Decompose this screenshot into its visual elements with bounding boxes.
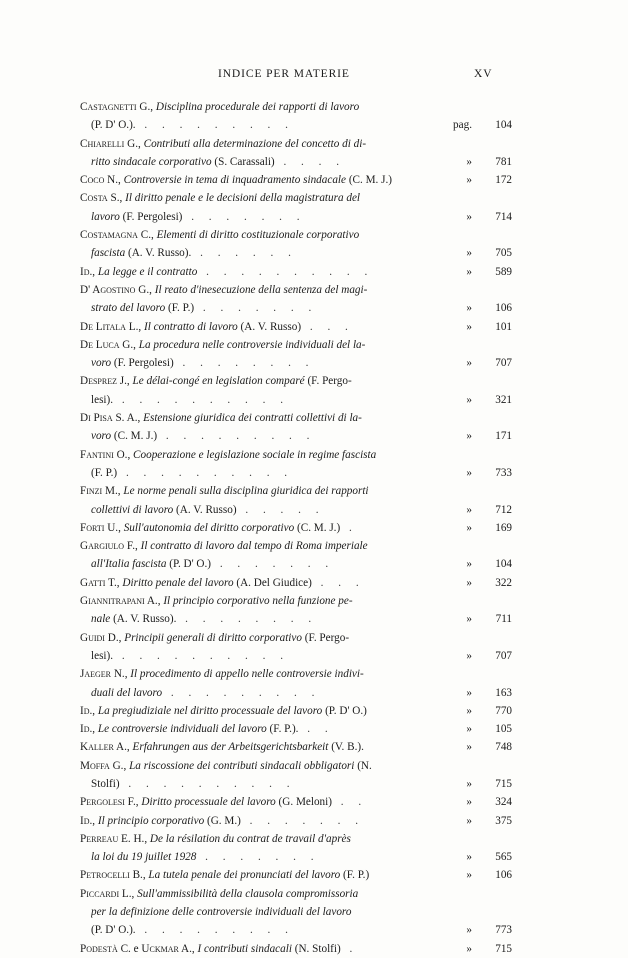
index-entry-line <box>0 665 628 683</box>
dot-leader: . . . . . . . . . . <box>197 265 374 278</box>
page-marker: » <box>466 265 472 278</box>
index-entry-line <box>0 702 628 720</box>
entry-author: Pergolesi F., <box>80 796 139 809</box>
index-entry-line <box>0 208 628 226</box>
entry-title: Sull'autonomia del diritto corporativo <box>123 521 295 534</box>
entry-author: Coco N., <box>80 174 121 187</box>
index-entry-line <box>0 189 628 207</box>
page-marker: pag. <box>453 119 472 132</box>
entry-text <box>80 537 432 555</box>
entry-author: Chiarelli G., <box>80 137 141 150</box>
index-entry-line <box>0 299 628 317</box>
entry-text <box>91 501 432 519</box>
entry-author: Id., <box>80 265 96 278</box>
page-marker: » <box>466 924 472 937</box>
dot-leader: . . . . . <box>236 503 325 516</box>
dot-leader: . . . . . . . . . . <box>117 466 294 479</box>
page-number: 104 <box>495 119 512 132</box>
index-entry-line <box>0 354 628 372</box>
page-marker: » <box>466 466 472 479</box>
index-entry-line <box>0 171 628 189</box>
entry-reviewer: Stolfi) <box>91 777 120 790</box>
page-marker: » <box>466 942 472 955</box>
index-entry-line <box>0 391 628 409</box>
dot-leader: . . . . . . . <box>211 558 335 571</box>
entry-text <box>80 226 432 244</box>
entry-author: Finzi M., <box>80 485 121 498</box>
page-number: 321 <box>495 393 512 406</box>
entry-text <box>80 793 432 811</box>
entry-text <box>91 848 432 866</box>
entry-reviewer: (A. V. Russo) <box>237 320 302 333</box>
dot-leader: . <box>340 521 358 534</box>
entry-title: Sull'ammissibilità della clausola compromissoria <box>137 887 359 900</box>
index-entry-line <box>0 775 628 793</box>
page-marker: » <box>466 869 472 882</box>
entry-text <box>91 684 432 702</box>
entry-author: Kaller A., <box>80 741 130 754</box>
entry-text <box>80 98 432 116</box>
entry-author: Gargiulo F., <box>80 540 138 553</box>
page-number: 106 <box>495 869 512 882</box>
entry-author: Giannitrapani A., <box>80 595 161 608</box>
dot-leader: . . . . . . <box>191 247 297 260</box>
entry-title: nale <box>91 613 111 626</box>
dot-leader: . . . . <box>274 155 346 168</box>
entry-reviewer: (G. M.) <box>204 814 241 827</box>
index-entry-line <box>0 903 628 921</box>
index-entry-line <box>0 409 628 427</box>
entry-text <box>80 482 432 500</box>
page-marker: » <box>466 503 472 516</box>
entry-title: ritto sindacale corporativo <box>91 155 212 168</box>
page-marker: » <box>466 521 472 534</box>
entry-text <box>91 391 432 409</box>
entry-author: Di Pisa S. A., <box>80 412 141 425</box>
entry-title: Il principio corporativo nella funzione pe- <box>163 595 353 608</box>
entry-text <box>80 189 432 207</box>
index-entry-line <box>0 866 628 884</box>
page-number: 707 <box>495 649 512 662</box>
entry-author: Costa S., <box>80 192 123 205</box>
entry-title: Il contratto di lavoro dal tempo di Roma imperiale <box>140 540 368 553</box>
page-marker: » <box>466 247 472 260</box>
entry-title: Diritto penale del lavoro <box>122 576 234 589</box>
index-entry-line <box>0 830 628 848</box>
entry-title: I contributi sindacali <box>197 942 292 955</box>
entry-reviewer: (F. P.). <box>266 723 299 736</box>
entry-reviewer: (F. Pergolesi) <box>119 210 183 223</box>
index-entries <box>0 98 628 958</box>
page-marker: » <box>466 302 472 315</box>
entry-title: La procedura nelle controversie individuali del la- <box>138 338 366 351</box>
entry-text <box>80 446 432 464</box>
index-entry-line <box>0 720 628 738</box>
index-entry-line <box>0 921 628 939</box>
entry-author: Castagnetti G., <box>80 101 154 113</box>
index-entry-line <box>0 135 628 153</box>
entry-reviewer: (C. M. J.) <box>111 430 158 443</box>
entry-title: collettivi di lavoro <box>91 503 174 516</box>
page-marker: » <box>466 430 472 443</box>
entry-author: Costamagna C., <box>80 229 154 242</box>
page-marker: » <box>466 777 472 790</box>
page-number: 106 <box>495 302 512 315</box>
running-header <box>0 68 628 84</box>
entry-text <box>80 885 432 903</box>
page-number: 714 <box>495 210 512 223</box>
index-entry-line <box>0 738 628 756</box>
entry-text <box>80 702 432 720</box>
entry-text <box>80 866 432 884</box>
page-marker: » <box>466 210 472 223</box>
page-marker: » <box>466 649 472 662</box>
entry-title: Il reato d'inesecuzione della sentenza del magi- <box>154 283 368 296</box>
entry-reviewer: (A. V. Russo). <box>110 613 177 626</box>
entry-title: strato del lavoro <box>91 302 166 315</box>
page-marker: » <box>466 357 472 370</box>
index-entry-line <box>0 226 628 244</box>
index-entry-line <box>0 684 628 702</box>
entry-text <box>80 738 432 756</box>
dot-leader: . . . . . . . <box>196 851 320 864</box>
entry-reviewer: (C. M. J.) <box>294 521 341 534</box>
page-number: 169 <box>495 521 512 534</box>
entry-text <box>91 903 432 921</box>
page-number: 105 <box>495 723 512 736</box>
entry-title: De la résilation du contrat de travail d'après <box>149 832 351 845</box>
header-page-number: XV <box>474 68 493 80</box>
entry-reviewer: (F. Pergolesi) <box>111 357 174 370</box>
entry-author: Gatti T., <box>80 576 120 589</box>
index-entry-line <box>0 116 628 134</box>
entry-reviewer: lesi). <box>91 393 114 406</box>
dot-leader: . . . . . . . . . <box>135 119 294 132</box>
page-marker: » <box>466 155 472 168</box>
page-marker: » <box>466 723 472 736</box>
index-entry-line <box>0 501 628 519</box>
entry-title: Il diritto penale e le decisioni della magistratura del <box>125 192 361 205</box>
entry-title: voro <box>91 357 112 370</box>
entry-title: fascista <box>91 247 126 260</box>
entry-title: Le délai-congé en legislation comparé <box>132 375 305 388</box>
page-marker: » <box>466 741 472 754</box>
entry-title: Principii generali di diritto corporativo <box>124 631 302 644</box>
dot-leader: . . . <box>311 576 365 589</box>
index-entry-line <box>0 555 628 573</box>
entry-text <box>91 354 432 372</box>
index-entry-line <box>0 372 628 390</box>
dot-leader: . . . <box>301 320 354 333</box>
index-entry-line <box>0 757 628 775</box>
page-marker: » <box>466 613 472 626</box>
entry-title: Elementi di diritto costituzionale corporativo <box>156 229 360 242</box>
page-number: 171 <box>495 430 512 443</box>
page-marker: » <box>466 686 472 699</box>
entry-reviewer: (A. Del Giudice) <box>233 576 312 589</box>
entry-text <box>80 720 432 738</box>
index-entry-line <box>0 592 628 610</box>
index-entry-line <box>0 629 628 647</box>
page-number: 715 <box>495 942 512 955</box>
index-entry-line <box>0 574 628 592</box>
entry-text <box>91 208 432 226</box>
dot-leader: . . . . . . . <box>240 814 365 827</box>
entry-text <box>80 574 432 592</box>
page-marker: » <box>466 814 472 827</box>
entry-title: Il principio corporativo <box>97 814 205 827</box>
entry-text <box>91 921 432 939</box>
entry-reviewer: (F. Pergo- <box>304 375 352 388</box>
page-number: 707 <box>495 357 512 370</box>
dot-leader: . . <box>332 796 368 809</box>
entry-text <box>91 116 432 134</box>
entry-text <box>80 318 432 336</box>
entry-text <box>80 812 432 830</box>
page-number: 770 <box>495 704 512 717</box>
entry-text <box>80 281 432 299</box>
entry-author: Forti U., <box>80 521 121 534</box>
entry-text <box>80 519 432 537</box>
entry-text <box>80 171 432 189</box>
entry-title: lavoro <box>91 210 120 223</box>
entry-reviewer: (V. B.). <box>328 741 364 754</box>
entry-title: Diritto processuale del lavoro <box>141 796 276 809</box>
entry-title: Estensione giuridica dei contratti collettivi di la- <box>143 412 362 425</box>
entry-title: voro <box>91 430 112 443</box>
entry-text <box>80 409 432 427</box>
dot-leader: . . . . . . . . <box>176 613 318 626</box>
index-entry-line <box>0 98 628 116</box>
entry-author: De Litala L., <box>80 320 142 333</box>
entry-author: Moffa G., <box>80 759 127 772</box>
entry-author: Desprez J., <box>80 375 130 388</box>
entry-text <box>80 263 432 281</box>
entry-text <box>80 336 432 354</box>
index-entry-line <box>0 940 628 958</box>
entry-reviewer: (G. Meloni) <box>275 796 332 809</box>
entry-text <box>91 464 432 482</box>
entry-text <box>91 647 432 665</box>
entry-reviewer: (N. <box>354 759 372 772</box>
entry-reviewer: (N. Stolfi) <box>291 942 341 955</box>
entry-text <box>91 299 432 317</box>
entry-author: Jaeger N., <box>80 668 128 681</box>
entry-text <box>91 610 432 628</box>
page-number: 104 <box>495 558 512 571</box>
page-number: 711 <box>495 613 512 626</box>
entry-text <box>91 555 432 573</box>
index-entry-line <box>0 647 628 665</box>
entry-text <box>91 244 432 262</box>
page-number: 324 <box>495 796 512 809</box>
entry-title: Il contratto di lavoro <box>143 320 238 333</box>
dot-leader: . . . . . . . . . . <box>113 649 289 662</box>
entry-title: all'Italia fascista <box>91 558 167 571</box>
index-entry-line <box>0 848 628 866</box>
entry-reviewer: (P. D' O.) <box>166 558 212 571</box>
entry-author: Perreau E. H., <box>80 832 148 845</box>
index-entry-line <box>0 464 628 482</box>
dot-leader: . . . . . . . . . . <box>119 777 296 790</box>
entry-text <box>80 629 432 647</box>
page-marker: » <box>466 320 472 333</box>
index-entry-line <box>0 793 628 811</box>
entry-title: Le controversie individuali del lavoro <box>97 723 267 736</box>
entry-title: Controversie in tema di inquadramento sindacale <box>123 174 347 187</box>
entry-text <box>80 757 432 775</box>
entry-reviewer: (P. D' O.). <box>91 119 136 132</box>
entry-title: per la definizione delle controversie individuali del lavoro <box>91 906 352 919</box>
page-marker: » <box>466 393 472 406</box>
index-entry-line <box>0 263 628 281</box>
page-marker: » <box>466 704 472 717</box>
page-number: 172 <box>495 174 512 187</box>
entry-author: De Luca G., <box>80 338 136 351</box>
index-entry-line <box>0 336 628 354</box>
index-entry-line <box>0 244 628 262</box>
entry-reviewer: (F. P.) <box>340 869 370 882</box>
entry-text <box>80 665 432 683</box>
page-number: 715 <box>495 777 512 790</box>
page-marker: » <box>466 174 472 187</box>
index-entry-line <box>0 318 628 336</box>
page-number: 733 <box>495 466 512 479</box>
page-marker: » <box>466 796 472 809</box>
dot-leader: . . <box>298 723 334 736</box>
entry-title: Erfahrungen aus der Arbeitsgerichtsbarkeit <box>132 741 329 754</box>
entry-reviewer: e <box>130 942 142 955</box>
entry-text <box>91 427 432 445</box>
entry-title: La legge e il contratto <box>97 265 198 278</box>
entry-title: la loi du 19 juillet 1928 <box>91 851 197 864</box>
page-number: 565 <box>495 851 512 864</box>
page-number: 748 <box>495 741 512 754</box>
page-marker: » <box>466 576 472 589</box>
entry-reviewer: (F. P.) <box>165 302 195 315</box>
entry-title: La tutela penale dei pronunciati del lavoro <box>148 869 341 882</box>
entry-author: Petrocelli B., <box>80 869 146 882</box>
entry-title: Cooperazione e legislazione sociale in regime fascista <box>133 448 377 461</box>
entry-reviewer: (P. D' O.) <box>322 704 367 717</box>
entry-text <box>80 592 432 610</box>
page-number: 712 <box>495 503 512 516</box>
index-entry-line <box>0 281 628 299</box>
page-number: 589 <box>495 265 512 278</box>
index-entry-line <box>0 537 628 555</box>
entry-text <box>80 940 432 958</box>
entry-text <box>91 775 432 793</box>
index-entry-line <box>0 519 628 537</box>
entry-author: Id., <box>80 723 96 736</box>
page-number: 781 <box>495 155 512 168</box>
header-title: INDICE PER MATERIE <box>218 68 350 80</box>
entry-author: Piccardi L., <box>80 887 135 900</box>
entry-title: duali del lavoro <box>91 686 163 699</box>
entry-author: Id., <box>80 814 96 827</box>
entry-reviewer: (C. M. J.) <box>346 174 393 187</box>
index-entry-line <box>0 610 628 628</box>
index-entry-line <box>0 812 628 830</box>
entry-reviewer: (A. V. Russo) <box>173 503 237 516</box>
page-marker: » <box>466 558 472 571</box>
dot-leader: . . . . . . . . . <box>135 924 294 937</box>
entry-title: Contributi alla determinazione del concetto di di- <box>143 137 367 150</box>
dot-leader: . . . . . . . . . <box>157 430 316 443</box>
entry-author: Uckmar A., <box>141 942 195 955</box>
entry-author: D' Agostino G., <box>80 283 152 296</box>
entry-reviewer: (S. Carassali) <box>211 155 275 168</box>
entry-text <box>91 153 432 171</box>
entry-text <box>80 830 432 848</box>
index-entry-line <box>0 427 628 445</box>
entry-author: Podestà C. <box>80 942 131 955</box>
entry-author: Fantini O., <box>80 448 131 461</box>
entry-title: Il procedimento di appello nelle controversie indivi- <box>130 668 364 681</box>
entry-reviewer: lesi). <box>91 649 114 662</box>
page-number: 705 <box>495 247 512 260</box>
entry-reviewer: (A. V. Russo). <box>125 247 192 260</box>
entry-author: Id., <box>80 704 96 717</box>
entry-reviewer: (F. P.) <box>91 466 118 479</box>
dot-leader: . . . . . . . . . . <box>113 393 289 406</box>
index-entry-line <box>0 153 628 171</box>
page-number: 375 <box>495 814 512 827</box>
page-number: 163 <box>495 686 512 699</box>
dot-leader: . . . . . . . <box>182 210 306 223</box>
page-marker: » <box>466 851 472 864</box>
page-number: 101 <box>495 320 512 333</box>
entry-author: Guidi D., <box>80 631 122 644</box>
dot-leader: . . . . . . . . . <box>162 686 321 699</box>
dot-leader: . . . . . . . . <box>173 357 315 370</box>
entry-reviewer: (P. D' O.). <box>91 924 136 937</box>
entry-title: La pregiudiziale nel diritto processuale del lavoro <box>97 704 323 717</box>
page-number: 773 <box>495 924 512 937</box>
index-entry-line <box>0 885 628 903</box>
dot-leader: . . . . . . . <box>194 302 318 315</box>
dot-leader: . <box>340 942 359 955</box>
entry-title: La riscossione dei contributi sindacali obbligatori <box>129 759 355 772</box>
index-entry-line <box>0 446 628 464</box>
index-entry-line <box>0 482 628 500</box>
entry-text <box>80 135 432 153</box>
entry-title: Le norme penali sulla disciplina giuridica dei rapporti <box>123 485 369 498</box>
entry-text <box>80 372 432 390</box>
entry-title: Disciplina procedurale dei rapporti di lavoro <box>155 101 360 113</box>
page-number: 322 <box>495 576 512 589</box>
entry-reviewer: (F. Pergo- <box>301 631 350 644</box>
